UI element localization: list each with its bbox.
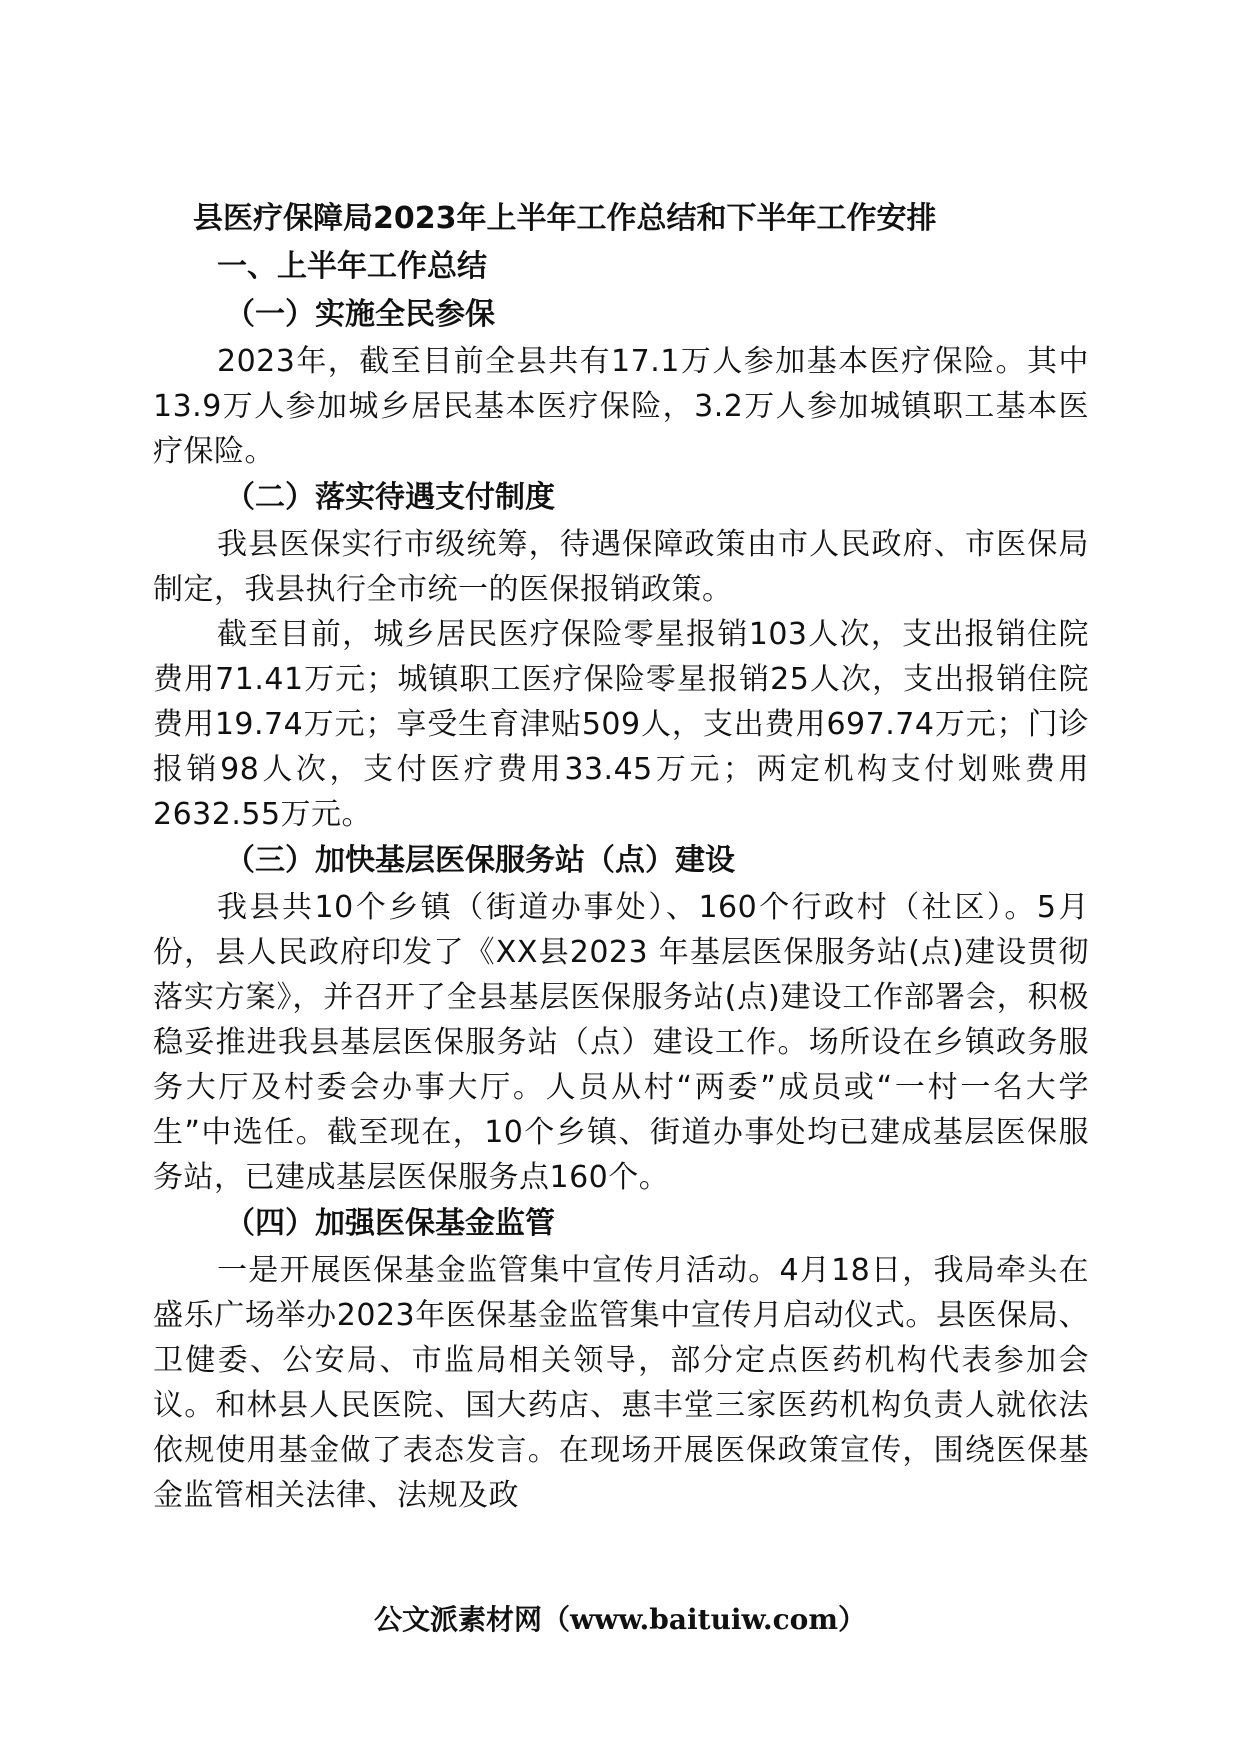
paragraph-1: 2023年，截至目前全县共有17.1万人参加基本医疗保险。其中13.9万人参加城乡居民基本医疗保险，3.2万人参加城镇职工基本医疗保险。 xyxy=(153,344,1089,469)
subsection-heading-4: （四）加强医保基金监管 xyxy=(225,1206,555,1241)
section-heading-1: 一、上半年工作总结 xyxy=(217,249,487,284)
subsection-heading-1: （一）实施全民参保 xyxy=(225,297,495,332)
subsection-heading-2: （二）落实待遇支付制度 xyxy=(225,480,555,515)
footer-watermark: 公文派素材网（www.baituiw.com） xyxy=(374,1603,866,1636)
paragraph-5: 一是开展医保基金监管集中宣传月活动。4月18日，我局牵头在盛乐广场举办2023年医保基金监管集中宣传月启动仪式。县医保局、卫健委、公安局、市监局相关领导，部分定点医药机构代表参加会议。和林县人民医院、国大药店、惠丰堂三家医药机构负责人就依法依规使用基金做了表态发言。在现场开展医保政策宣传，围绕医保基金监管相关法律、法规及政 xyxy=(153,1253,1089,1513)
subsection-heading-3: （三）加快基层医保服务站（点）建设 xyxy=(225,843,735,878)
paragraph-4: 我县共10个乡镇（街道办事处）、160个行政村（社区）。5月份，县人民政府印发了《XX县2023 年基层医保服务站(点)建设贯彻落实方案》，并召开了全县基层医保服务站(点)建设工作部署会，积极稳妥推进我县基层医保服务站（点）建设工作。场所设在乡镇政务服务大厅及村委会办事大厅。人员从村“两委”成员或“一村一名大学生”中选任。截至现在，10个乡镇、街道办事处均已建成基层医保服务站，已建成基层医保服务点160个。 xyxy=(153,890,1089,1195)
document-body xyxy=(153,195,1089,1518)
paragraph-3: 截至目前，城乡居民医疗保险零星报销103人次，支出报销住院费用71.41万元；城镇职工医疗保险零星报销25人次，支出报销住院费用19.74万元；享受生育津贴509人，支出费用697.74万元；门诊报销98人次，支付医疗费用33.45万元；两定机构支付划账费用2632.55万元。 xyxy=(153,617,1089,832)
paragraph-2: 我县医保实行市级统筹，待遇保障政策由市人民政府、市医保局制定，我县执行全市统一的医保报销政策。 xyxy=(153,527,1089,607)
document-title: 县医疗保障局2023年上半年工作总结和下半年工作安排 xyxy=(193,201,937,236)
